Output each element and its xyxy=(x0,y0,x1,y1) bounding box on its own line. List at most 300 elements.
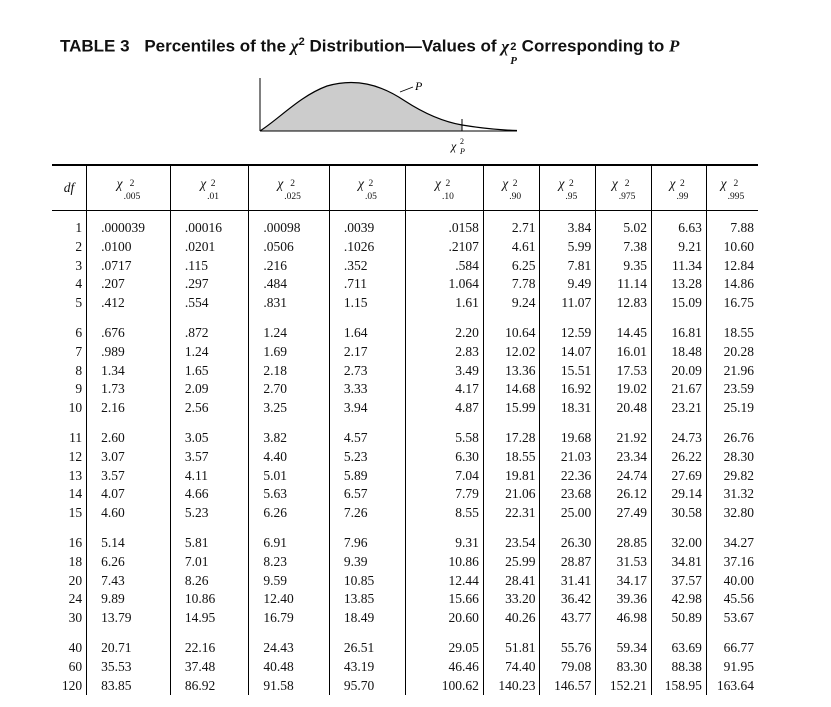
value-cell: .0717 xyxy=(87,257,171,276)
value-cell: .554 xyxy=(170,294,249,313)
value-cell: 3.84 xyxy=(540,211,596,238)
value-cell: 59.34 xyxy=(596,628,652,658)
column-header: χ 2 .025 xyxy=(249,165,329,211)
chi-square-density-figure xyxy=(255,76,525,156)
value-cell: 34.81 xyxy=(651,553,706,572)
value-cell: 7.88 xyxy=(706,211,758,238)
value-cell: 5.63 xyxy=(249,485,329,504)
df-cell: 18 xyxy=(68,553,83,569)
title-text-2: Distribution—Values of xyxy=(309,36,497,56)
value-cell: 9.49 xyxy=(540,275,596,294)
area-pointer xyxy=(400,87,413,92)
chi-symbol: χ xyxy=(435,176,441,191)
value-cell: 12.83 xyxy=(596,294,652,313)
value-cell: 18.55 xyxy=(483,448,540,467)
df-cell: 16 xyxy=(68,534,83,550)
value-cell: 4.66 xyxy=(170,485,249,504)
value-cell: 10.85 xyxy=(329,572,405,591)
chi-symbol: χ xyxy=(290,36,299,56)
value-cell: 21.03 xyxy=(540,448,596,467)
value-cell: 9.21 xyxy=(651,238,706,257)
value-cell: 12.59 xyxy=(540,313,596,343)
value-cell: 1.69 xyxy=(249,343,329,362)
df-cell: 8 xyxy=(75,362,83,378)
table-row xyxy=(52,362,758,381)
value-cell: 45.56 xyxy=(706,590,758,609)
value-cell: 55.76 xyxy=(540,628,596,658)
value-cell: 9.89 xyxy=(87,590,171,609)
value-cell: .00016 xyxy=(170,211,249,238)
value-cell: 31.32 xyxy=(706,485,758,504)
value-cell: 13.28 xyxy=(651,275,706,294)
value-cell: 53.67 xyxy=(706,609,758,628)
value-cell: .711 xyxy=(329,275,405,294)
value-cell: 7.78 xyxy=(483,275,540,294)
value-cell: 16.75 xyxy=(706,294,758,313)
value-cell: 5.23 xyxy=(170,504,249,523)
column-header: χ 2 .10 xyxy=(406,165,484,211)
value-cell: 7.38 xyxy=(596,238,652,257)
value-cell: 15.66 xyxy=(406,590,484,609)
value-cell: 23.68 xyxy=(540,485,596,504)
value-cell: 37.16 xyxy=(706,553,758,572)
column-percentile: .95 xyxy=(565,192,578,202)
value-cell: 32.80 xyxy=(706,504,758,523)
chi-symbol: χ xyxy=(669,176,676,191)
column-percentile: .01 xyxy=(207,192,220,202)
chi-p-subscript: P xyxy=(510,54,517,67)
value-cell: 6.63 xyxy=(651,211,706,238)
df-cell: 14 xyxy=(68,486,83,502)
value-cell: 4.57 xyxy=(329,418,405,448)
value-cell: 3.57 xyxy=(87,467,171,486)
df-cell: 4 xyxy=(75,276,83,292)
df-cell: 15 xyxy=(68,505,83,521)
chi-p-superscript: 2 xyxy=(510,40,517,53)
value-cell: 2.70 xyxy=(249,380,329,399)
value-cell: 5.89 xyxy=(329,467,405,486)
value-cell: 26.30 xyxy=(540,523,596,553)
value-cell: .0158 xyxy=(406,211,484,238)
df-cell: 60 xyxy=(68,658,83,674)
value-cell: 37.48 xyxy=(170,658,249,677)
value-cell: 63.69 xyxy=(651,628,706,658)
table-row xyxy=(52,485,758,504)
value-cell: 7.26 xyxy=(329,504,405,523)
value-cell: 11.14 xyxy=(596,275,652,294)
value-cell: 91.95 xyxy=(706,658,758,677)
table-row xyxy=(52,590,758,609)
value-cell: 10.86 xyxy=(170,590,249,609)
title-p: P xyxy=(669,36,680,56)
value-cell: 3.25 xyxy=(249,399,329,418)
value-cell: 5.01 xyxy=(249,467,329,486)
value-cell: 6.57 xyxy=(329,485,405,504)
chi-symbol: χ xyxy=(720,176,727,191)
chi-symbol: χ xyxy=(200,176,207,191)
column-header: χ 2 .05 xyxy=(329,165,405,211)
df-cell: 40 xyxy=(68,639,83,655)
value-cell: 5.14 xyxy=(87,523,171,553)
table-row xyxy=(52,399,758,418)
value-cell: 21.06 xyxy=(483,485,540,504)
value-cell: 37.57 xyxy=(651,572,706,591)
value-cell: 36.42 xyxy=(540,590,596,609)
value-cell: 18.48 xyxy=(651,343,706,362)
value-cell: 7.79 xyxy=(406,485,484,504)
df-cell: 10 xyxy=(68,400,83,416)
value-cell: .0039 xyxy=(329,211,405,238)
value-cell: 14.07 xyxy=(540,343,596,362)
value-cell: 22.16 xyxy=(170,628,249,658)
value-cell: .352 xyxy=(329,257,405,276)
value-cell: 33.20 xyxy=(483,590,540,609)
value-cell: 95.70 xyxy=(329,677,405,696)
value-cell: 1.73 xyxy=(87,380,171,399)
value-cell: 14.95 xyxy=(170,609,249,628)
value-cell: 18.31 xyxy=(540,399,596,418)
value-cell: 20.48 xyxy=(596,399,652,418)
column-percentile: .05 xyxy=(364,192,377,202)
value-cell: 4.11 xyxy=(170,467,249,486)
value-cell: 14.68 xyxy=(483,380,540,399)
chi-p-symbol: χ xyxy=(501,36,510,56)
df-cell: 2 xyxy=(75,238,83,254)
table-row xyxy=(52,572,758,591)
value-cell: .216 xyxy=(249,257,329,276)
value-cell: 40.26 xyxy=(483,609,540,628)
table-row xyxy=(52,418,758,448)
value-cell: 16.81 xyxy=(651,313,706,343)
value-cell: 12.40 xyxy=(249,590,329,609)
value-cell: 42.98 xyxy=(651,590,706,609)
table-row xyxy=(52,523,758,553)
value-cell: 16.79 xyxy=(249,609,329,628)
value-cell: 15.09 xyxy=(651,294,706,313)
value-cell: 5.02 xyxy=(596,211,652,238)
value-cell: 140.23 xyxy=(483,677,540,696)
value-cell: 4.60 xyxy=(87,504,171,523)
table-row xyxy=(52,504,758,523)
value-cell: 2.83 xyxy=(406,343,484,362)
value-cell: 1.64 xyxy=(329,313,405,343)
value-cell: 152.21 xyxy=(596,677,652,696)
value-cell: 17.28 xyxy=(483,418,540,448)
value-cell: .2107 xyxy=(406,238,484,257)
x-label-chi: χ xyxy=(451,139,457,153)
column-header: χ 2 .995 xyxy=(706,165,758,211)
value-cell: 11.07 xyxy=(540,294,596,313)
df-cell: 12 xyxy=(68,448,83,464)
value-cell: 3.33 xyxy=(329,380,405,399)
column-header: χ 2 .90 xyxy=(483,165,540,211)
chi-superscript: 2 xyxy=(298,36,305,48)
value-cell: .831 xyxy=(249,294,329,313)
value-cell: 2.17 xyxy=(329,343,405,362)
value-cell: 2.09 xyxy=(170,380,249,399)
value-cell: 21.96 xyxy=(706,362,758,381)
value-cell: 2.73 xyxy=(329,362,405,381)
value-cell: 4.17 xyxy=(406,380,484,399)
header-row xyxy=(52,165,758,211)
area-label: P xyxy=(415,79,423,93)
value-cell: 12.84 xyxy=(706,257,758,276)
df-cell: 7 xyxy=(75,343,83,359)
column-header: χ 2 .95 xyxy=(540,165,596,211)
value-cell: 2.16 xyxy=(87,399,171,418)
value-cell: 7.43 xyxy=(87,572,171,591)
value-cell: 28.30 xyxy=(706,448,758,467)
value-cell: 5.99 xyxy=(540,238,596,257)
df-cell: 13 xyxy=(68,467,83,483)
df-cell: 20 xyxy=(68,572,83,588)
value-cell: 21.67 xyxy=(651,380,706,399)
value-cell: 51.81 xyxy=(483,628,540,658)
value-cell: 3.94 xyxy=(329,399,405,418)
value-cell: 7.04 xyxy=(406,467,484,486)
title-text-3: Corresponding to xyxy=(521,36,665,56)
value-cell: 23.59 xyxy=(706,380,758,399)
df-cell: 30 xyxy=(68,610,83,626)
value-cell: 13.85 xyxy=(329,590,405,609)
value-cell: 91.58 xyxy=(249,677,329,696)
value-cell: 23.21 xyxy=(651,399,706,418)
value-cell: 1.15 xyxy=(329,294,405,313)
value-cell: 20.60 xyxy=(406,609,484,628)
df-cell: 120 xyxy=(61,677,83,693)
table-title xyxy=(60,36,680,67)
column-percentile: .975 xyxy=(618,192,636,202)
column-header: χ 2 .005 xyxy=(87,165,171,211)
value-cell: 19.02 xyxy=(596,380,652,399)
value-cell: 158.95 xyxy=(651,677,706,696)
value-cell: 9.39 xyxy=(329,553,405,572)
value-cell: 13.36 xyxy=(483,362,540,381)
column-percentile: .025 xyxy=(284,192,301,202)
value-cell: .000039 xyxy=(87,211,171,238)
value-cell: 29.82 xyxy=(706,467,758,486)
value-cell: 34.27 xyxy=(706,523,758,553)
value-cell: 15.51 xyxy=(540,362,596,381)
value-cell: 66.77 xyxy=(706,628,758,658)
value-cell: 4.07 xyxy=(87,485,171,504)
chi-symbol: χ xyxy=(502,176,509,191)
value-cell: 10.86 xyxy=(406,553,484,572)
value-cell: 79.08 xyxy=(540,658,596,677)
column-percentile: .10 xyxy=(441,192,454,202)
chi-symbol: χ xyxy=(358,176,364,191)
df-cell: 11 xyxy=(69,429,83,445)
table-row xyxy=(52,343,758,362)
df-header: df xyxy=(52,165,87,211)
value-cell: .00098 xyxy=(249,211,329,238)
column-percentile: .99 xyxy=(676,192,689,202)
value-cell: 5.58 xyxy=(406,418,484,448)
column-header: χ 2 .975 xyxy=(596,165,652,211)
value-cell: 100.62 xyxy=(406,677,484,696)
value-cell: 1.064 xyxy=(406,275,484,294)
value-cell: 34.17 xyxy=(596,572,652,591)
value-cell: 5.81 xyxy=(170,523,249,553)
table-row xyxy=(52,238,758,257)
value-cell: 20.71 xyxy=(87,628,171,658)
column-header: χ 2 .99 xyxy=(651,165,706,211)
x-label-sub: P xyxy=(460,147,465,156)
value-cell: 28.85 xyxy=(596,523,652,553)
value-cell: 29.14 xyxy=(651,485,706,504)
value-cell: 28.41 xyxy=(483,572,540,591)
table-row xyxy=(52,294,758,313)
value-cell: 20.28 xyxy=(706,343,758,362)
value-cell: 146.57 xyxy=(540,677,596,696)
table-row xyxy=(52,628,758,658)
value-cell: 43.19 xyxy=(329,658,405,677)
value-cell: .989 xyxy=(87,343,171,362)
value-cell: 1.34 xyxy=(87,362,171,381)
value-cell: 9.59 xyxy=(249,572,329,591)
chi-symbol: χ xyxy=(277,176,284,191)
percentile-table xyxy=(52,164,758,695)
value-cell: 46.98 xyxy=(596,609,652,628)
x-label-sup: 2 xyxy=(460,137,464,146)
chi-symbol: χ xyxy=(116,176,123,191)
value-cell: 163.64 xyxy=(706,677,758,696)
value-cell: 5.23 xyxy=(329,448,405,467)
value-cell: 8.26 xyxy=(170,572,249,591)
value-cell: 9.31 xyxy=(406,523,484,553)
value-cell: 10.60 xyxy=(706,238,758,257)
value-cell: 29.05 xyxy=(406,628,484,658)
table-row xyxy=(52,257,758,276)
value-cell: .0201 xyxy=(170,238,249,257)
value-cell: 46.46 xyxy=(406,658,484,677)
value-cell: 6.91 xyxy=(249,523,329,553)
table-row xyxy=(52,313,758,343)
value-cell: 3.82 xyxy=(249,418,329,448)
value-cell: 18.49 xyxy=(329,609,405,628)
value-cell: 1.65 xyxy=(170,362,249,381)
table-row xyxy=(52,553,758,572)
value-cell: 2.20 xyxy=(406,313,484,343)
value-cell: 27.69 xyxy=(651,467,706,486)
value-cell: 12.02 xyxy=(483,343,540,362)
value-cell: 40.00 xyxy=(706,572,758,591)
column-header: χ 2 .01 xyxy=(170,165,249,211)
value-cell: 25.00 xyxy=(540,504,596,523)
column-percentile: .995 xyxy=(727,192,745,202)
value-cell: .0506 xyxy=(249,238,329,257)
value-cell: 6.30 xyxy=(406,448,484,467)
value-cell: 43.77 xyxy=(540,609,596,628)
value-cell: 2.71 xyxy=(483,211,540,238)
value-cell: 10.64 xyxy=(483,313,540,343)
value-cell: 2.18 xyxy=(249,362,329,381)
value-cell: .872 xyxy=(170,313,249,343)
value-cell: 19.68 xyxy=(540,418,596,448)
value-cell: .412 xyxy=(87,294,171,313)
column-percentile: .90 xyxy=(509,192,522,202)
value-cell: .1026 xyxy=(329,238,405,257)
value-cell: 6.25 xyxy=(483,257,540,276)
value-cell: 24.43 xyxy=(249,628,329,658)
value-cell: 3.05 xyxy=(170,418,249,448)
value-cell: 28.87 xyxy=(540,553,596,572)
value-cell: 22.36 xyxy=(540,467,596,486)
value-cell: 24.74 xyxy=(596,467,652,486)
df-cell: 5 xyxy=(75,295,83,311)
value-cell: 20.09 xyxy=(651,362,706,381)
df-cell: 6 xyxy=(75,324,83,340)
value-cell: 31.53 xyxy=(596,553,652,572)
value-cell: 19.81 xyxy=(483,467,540,486)
column-percentile: .005 xyxy=(123,192,141,202)
value-cell: 8.55 xyxy=(406,504,484,523)
value-cell: 31.41 xyxy=(540,572,596,591)
value-cell: .0100 xyxy=(87,238,171,257)
value-cell: 26.12 xyxy=(596,485,652,504)
table-row xyxy=(52,658,758,677)
table-row xyxy=(52,677,758,696)
table-row xyxy=(52,448,758,467)
value-cell: 12.44 xyxy=(406,572,484,591)
value-cell: 16.92 xyxy=(540,380,596,399)
value-cell: 74.40 xyxy=(483,658,540,677)
value-cell: 86.92 xyxy=(170,677,249,696)
table-row xyxy=(52,211,758,238)
value-cell: 7.96 xyxy=(329,523,405,553)
value-cell: 39.36 xyxy=(596,590,652,609)
value-cell: 1.24 xyxy=(170,343,249,362)
value-cell: 2.56 xyxy=(170,399,249,418)
value-cell: 14.45 xyxy=(596,313,652,343)
value-cell: .484 xyxy=(249,275,329,294)
value-cell: 22.31 xyxy=(483,504,540,523)
table-row xyxy=(52,380,758,399)
value-cell: .584 xyxy=(406,257,484,276)
value-cell: 4.40 xyxy=(249,448,329,467)
value-cell: 7.01 xyxy=(170,553,249,572)
value-cell: 25.19 xyxy=(706,399,758,418)
value-cell: 35.53 xyxy=(87,658,171,677)
value-cell: 23.54 xyxy=(483,523,540,553)
value-cell: 83.85 xyxy=(87,677,171,696)
value-cell: .207 xyxy=(87,275,171,294)
value-cell: .676 xyxy=(87,313,171,343)
table-row xyxy=(52,609,758,628)
df-cell: 24 xyxy=(68,591,83,607)
value-cell: 18.55 xyxy=(706,313,758,343)
title-text-1: Percentiles of the xyxy=(144,36,287,56)
value-cell: 4.61 xyxy=(483,238,540,257)
value-cell: 1.24 xyxy=(249,313,329,343)
value-cell: 26.22 xyxy=(651,448,706,467)
value-cell: 32.00 xyxy=(651,523,706,553)
value-cell: 25.99 xyxy=(483,553,540,572)
value-cell: 3.49 xyxy=(406,362,484,381)
table-row xyxy=(52,275,758,294)
value-cell: 16.01 xyxy=(596,343,652,362)
value-cell: 7.81 xyxy=(540,257,596,276)
shaded-area xyxy=(260,82,462,131)
value-cell: 13.79 xyxy=(87,609,171,628)
value-cell: .297 xyxy=(170,275,249,294)
value-cell: 24.73 xyxy=(651,418,706,448)
table-label: TABLE 3 xyxy=(60,36,130,56)
value-cell: 8.23 xyxy=(249,553,329,572)
df-cell: 1 xyxy=(75,220,83,235)
value-cell: 14.86 xyxy=(706,275,758,294)
value-cell: 26.51 xyxy=(329,628,405,658)
